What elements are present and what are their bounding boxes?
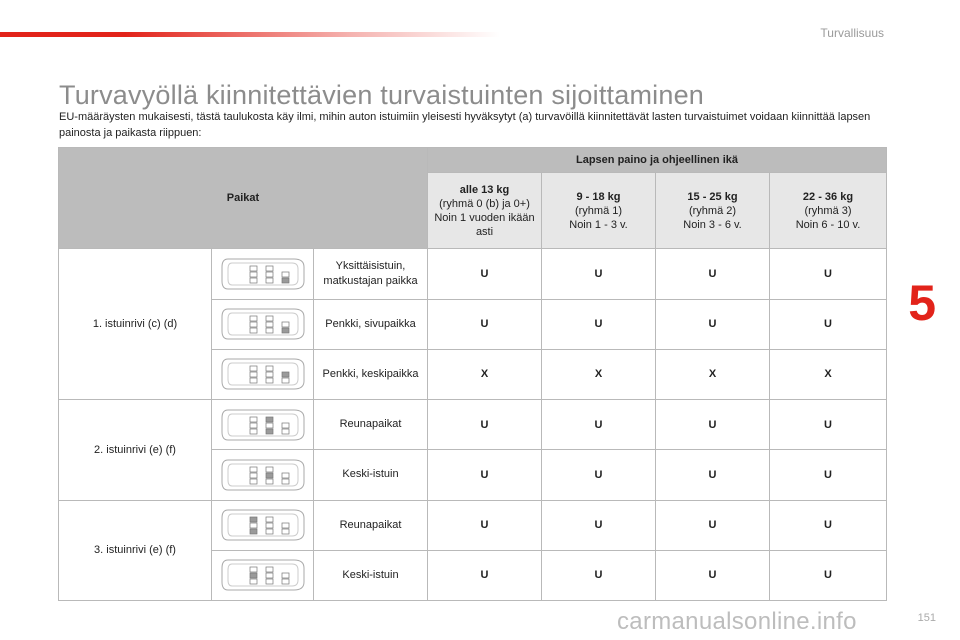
seat-row-label: 3. istuinrivi (e) (f) — [59, 500, 212, 600]
suitability-value: U — [656, 400, 770, 450]
vehicle-seat-diagram-icon — [220, 554, 306, 596]
seat-diagram-cell — [212, 299, 314, 349]
seat-diagram-cell — [212, 400, 314, 450]
vehicle-seat-diagram-icon — [220, 253, 306, 295]
suitability-value: U — [542, 299, 656, 349]
seat-diagram-cell — [212, 500, 314, 550]
seat-position-label: Reunapaikat — [314, 500, 428, 550]
table-row — [59, 249, 887, 299]
suitability-value: U — [770, 299, 887, 349]
suitability-value: U — [542, 450, 656, 500]
suitability-value: U — [428, 500, 542, 550]
vehicle-seat-diagram-icon — [220, 454, 306, 496]
suitability-value: U — [656, 550, 770, 600]
suitability-value: U — [770, 450, 887, 500]
suitability-value: U — [656, 500, 770, 550]
seat-diagram-cell — [212, 550, 314, 600]
seat-position-label: Keski-istuin — [314, 550, 428, 600]
seat-diagram-cell — [212, 249, 314, 299]
seat-row-label: 2. istuinrivi (e) (f) — [59, 400, 212, 500]
suitability-value: U — [542, 500, 656, 550]
seat-position-label: Penkki, sivupaikka — [314, 299, 428, 349]
seat-row-label: 1. istuinrivi (c) (d) — [59, 249, 212, 400]
suitability-value: U — [428, 299, 542, 349]
seat-position-label: Keski-istuin — [314, 450, 428, 500]
suitability-value: U — [542, 550, 656, 600]
page-number: 151 — [917, 612, 936, 624]
seat-position-label: Penkki, keskipaikka — [314, 349, 428, 399]
suitability-value: U — [428, 550, 542, 600]
chapter-number: 5 — [908, 275, 936, 331]
suitability-value: U — [770, 500, 887, 550]
suitability-value: U — [428, 450, 542, 500]
suitability-value: U — [770, 550, 887, 600]
suitability-value: U — [428, 400, 542, 450]
group-header: alle 13 kg (ryhmä 0 (b) ja 0+) Noin 1 vuoden ikään asti — [428, 173, 542, 249]
suitability-value: U — [656, 450, 770, 500]
suitability-value: U — [770, 249, 887, 299]
suitability-value: X — [428, 349, 542, 399]
seat-diagram-cell — [212, 450, 314, 500]
group-header: 22 - 36 kg (ryhmä 3) Noin 6 - 10 v. — [770, 173, 887, 249]
group-header: 15 - 25 kg (ryhmä 2) Noin 3 - 6 v. — [656, 173, 770, 249]
page-title: Turvavyöllä kiinnitettävien turvaistuinten sijoittaminen — [59, 80, 705, 111]
intro-text: EU-määräysten mukaisesti, tästä taulukosta käy ilmi, mihin auton istuimiin yleisesti hyväksytyt (a) turvavöillä kiinnitettävät lasten turvaistuimet voidaan kiinnittää lapsen painosta ja paikasta riippuen: — [59, 111, 871, 139]
suitability-value: U — [770, 400, 887, 450]
seats-header: Paikat — [59, 148, 428, 249]
weight-header: Lapsen paino ja ohjeellinen ikä — [428, 148, 887, 173]
suitability-value: X — [770, 349, 887, 399]
vehicle-seat-diagram-icon — [220, 404, 306, 446]
watermark: carmanualsonline.info — [617, 608, 857, 635]
suitability-value: U — [542, 249, 656, 299]
table-row — [59, 400, 887, 450]
vehicle-seat-diagram-icon — [220, 504, 306, 546]
red-accent-bar — [0, 32, 500, 37]
vehicle-seat-diagram-icon — [220, 353, 306, 395]
table-row — [59, 500, 887, 550]
seat-position-label: Yksittäisistuin, matkustajan paikka — [314, 249, 428, 299]
suitability-value: X — [542, 349, 656, 399]
child-seat-table — [58, 147, 887, 601]
suitability-value: U — [542, 400, 656, 450]
group-header: 9 - 18 kg (ryhmä 1) Noin 1 - 3 v. — [542, 173, 656, 249]
seat-position-label: Reunapaikat — [314, 400, 428, 450]
seat-diagram-cell — [212, 349, 314, 399]
suitability-value: U — [656, 249, 770, 299]
section-title: Turvallisuus — [820, 26, 884, 40]
suitability-value: U — [428, 249, 542, 299]
suitability-value: U — [656, 299, 770, 349]
suitability-value: X — [656, 349, 770, 399]
vehicle-seat-diagram-icon — [220, 303, 306, 345]
